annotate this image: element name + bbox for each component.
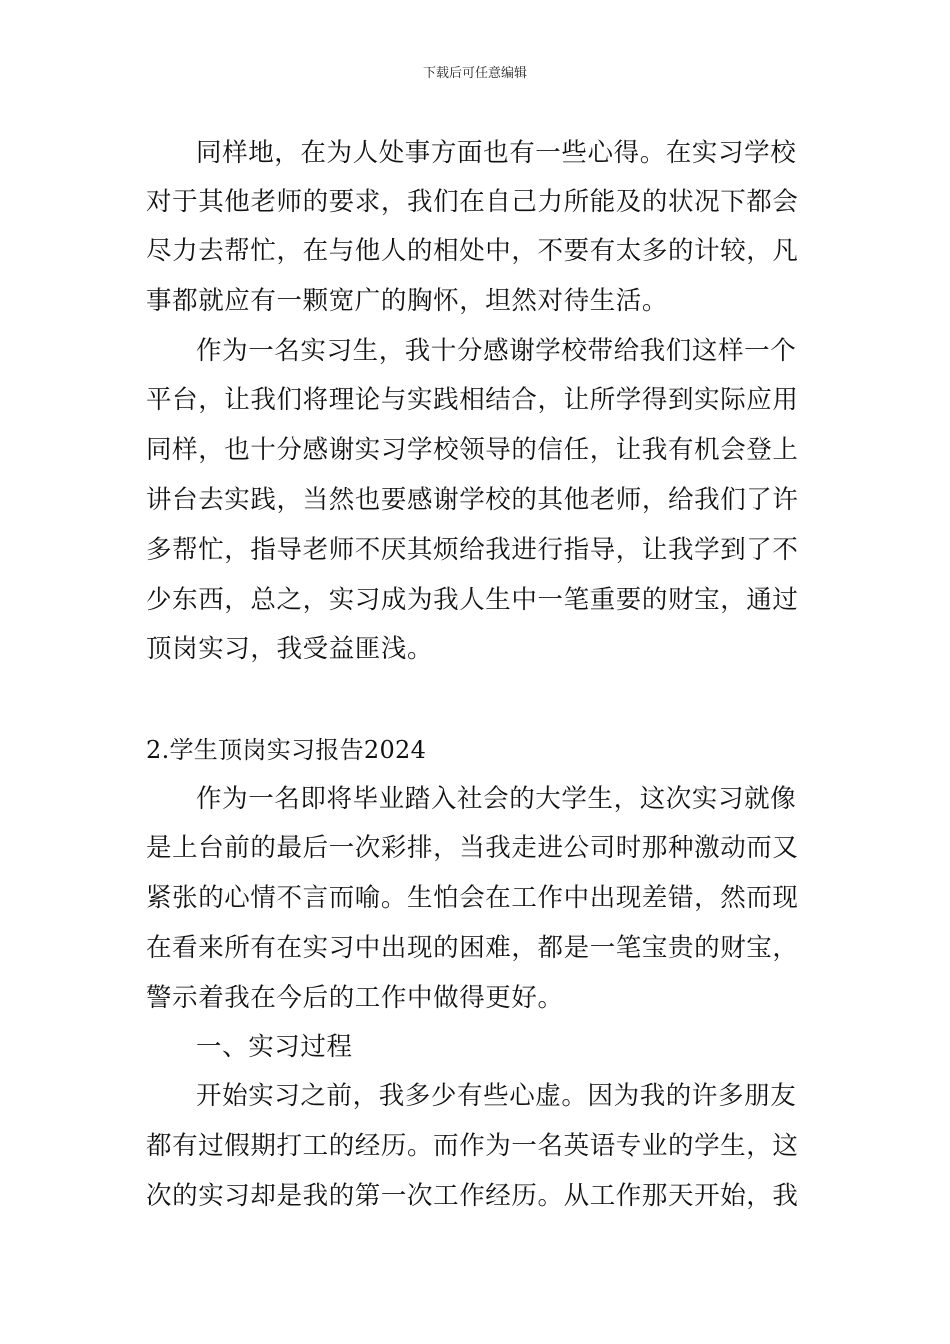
paragraph-line: 同样地，在为人处事方面也有一些心得。在实习学校	[196, 138, 797, 168]
subsection-heading: 一、实习过程	[196, 1032, 353, 1062]
paragraph-line: 讲台去实践，当然也要感谢学校的其他老师，给我们了许	[146, 485, 799, 515]
paragraph-line: 警示着我在今后的工作中做得更好。	[146, 983, 564, 1013]
paragraph-line: 次的实习却是我的第一次工作经历。从工作那天开始，我	[146, 1181, 799, 1211]
paragraph-line: 同样，也十分感谢实习学校领导的信任，让我有机会登上	[146, 435, 799, 465]
paragraph-line: 少东西，总之，实习成为我人生中一笔重要的财宝，通过	[146, 585, 799, 615]
paragraph-line: 在看来所有在实习中出现的困难，都是一笔宝贵的财宝，	[146, 933, 799, 963]
paragraph-line: 顶岗实习，我受益匪浅。	[146, 634, 434, 664]
paragraph-line: 是上台前的最后一次彩排，当我走进公司时那种激动而又	[146, 833, 799, 863]
header-note: 下载后可任意编辑	[422, 66, 527, 81]
paragraph-line: 都有过假期打工的经历。而作为一名英语专业的学生，这	[146, 1131, 799, 1161]
paragraph-line: 对于其他老师的要求，我们在自己力所能及的状况下都会	[146, 187, 799, 217]
paragraph-line: 平台，让我们将理论与实践相结合，让所学得到实际应用	[146, 385, 799, 415]
paragraph-line: 事都就应有一颗宽广的胸怀，坦然对待生活。	[146, 286, 669, 316]
paragraph-line: 多帮忙，指导老师不厌其烦给我进行指导，让我学到了不	[146, 535, 799, 565]
paragraph-line: 紧张的心情不言而喻。生怕会在工作中出现差错，然而现	[146, 883, 799, 913]
section-heading: 2.学生顶岗实习报告2024	[146, 736, 427, 764]
paragraph-line: 作为一名实习生，我十分感谢学校带给我们这样一个	[196, 336, 797, 366]
paragraph-line: 作为一名即将毕业踏入社会的大学生，这次实习就像	[196, 784, 797, 814]
paragraph-line: 尽力去帮忙，在与他人的相处中，不要有太多的计较，凡	[146, 236, 799, 266]
paragraph-line: 开始实习之前，我多少有些心虚。因为我的许多朋友	[196, 1081, 797, 1111]
